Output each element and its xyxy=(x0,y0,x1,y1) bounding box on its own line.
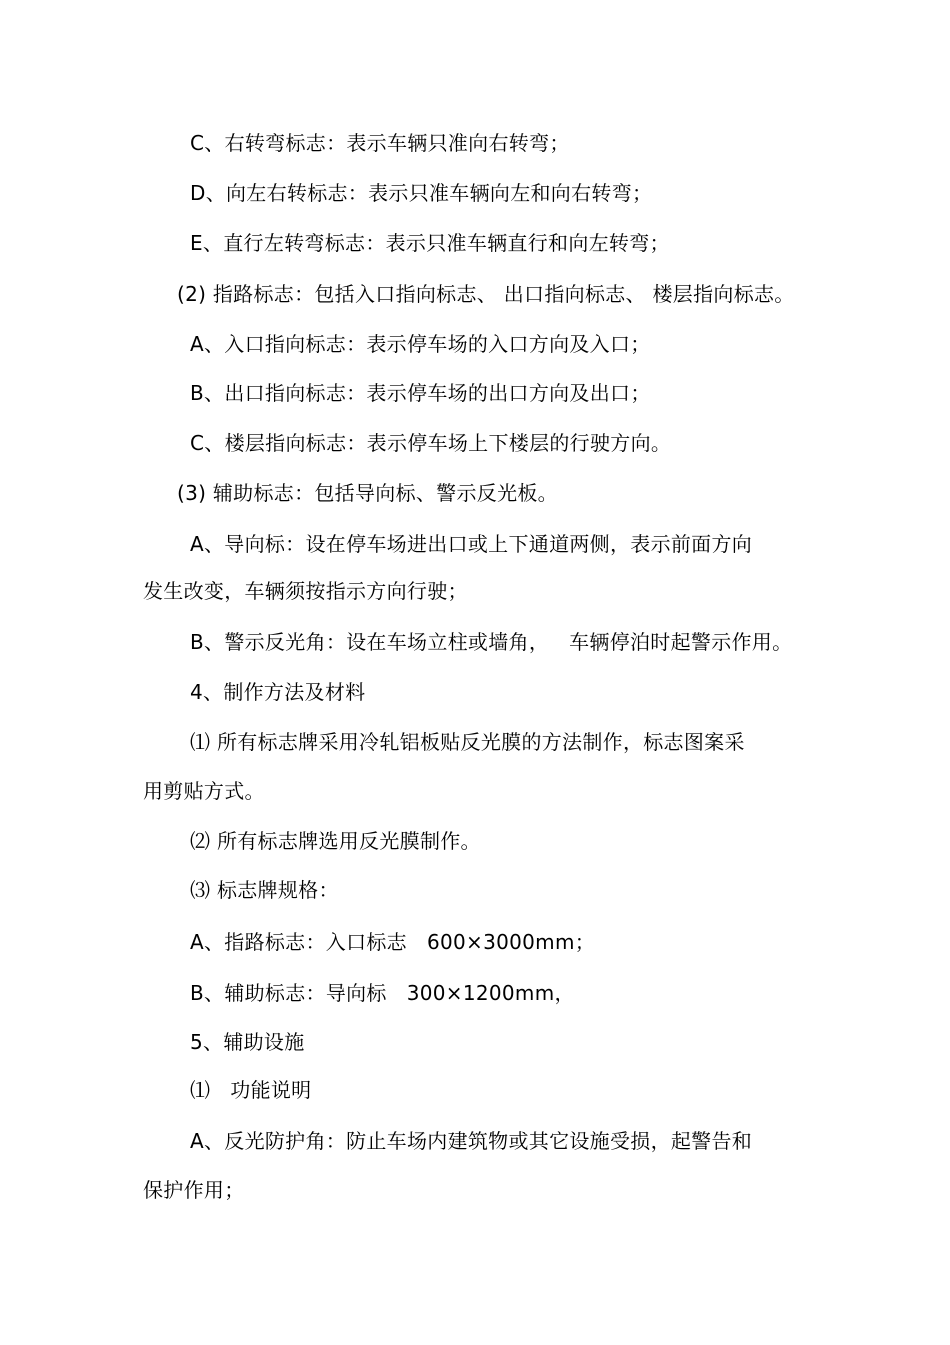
text-line: ⑶ 标志牌规格： xyxy=(190,878,339,902)
text-line: ⑴ 所有标志牌采用冷轧铝板贴反光膜的方法制作，标志图案采 xyxy=(190,730,745,754)
text-line: A、指路标志：入口标志 600×3000mm； xyxy=(190,930,596,954)
text-line: D、向左右转标志：表示只准车辆向左和向右转弯； xyxy=(190,181,653,205)
text-line: ⑵ 所有标志牌选用反光膜制作。 xyxy=(190,829,481,853)
text-line: 发生改变，车辆须按指示方向行驶； xyxy=(143,579,468,603)
text-line: (2) 指路标志：包括入口指向标志、 出口指向标志、 楼层指向标志。 xyxy=(177,282,795,306)
text-line: A、导向标：设在停车场进出口或上下通道两侧，表示前面方向 xyxy=(190,532,753,556)
text-line: B、辅助标志：导向标 300×1200mm， xyxy=(190,981,575,1005)
text-line: A、入口指向标志：表示停车场的入口方向及入口； xyxy=(190,332,651,356)
text-line: 保护作用； xyxy=(143,1178,245,1202)
text-line: (3) 辅助标志：包括导向标、警示反光板。 xyxy=(177,481,558,505)
text-line: 5、辅助设施 xyxy=(190,1030,305,1054)
text-line: 4、制作方法及材料 xyxy=(190,680,366,704)
text-line: A、反光防护角：防止车场内建筑物或其它设施受损，起警告和 xyxy=(190,1129,753,1153)
text-line: ⑴ 功能说明 xyxy=(190,1078,312,1102)
text-line: B、警示反光角：设在车场立柱或墙角， 车辆停泊时起警示作用。 xyxy=(190,630,793,654)
text-line: E、直行左转弯标志：表示只准车辆直行和向左转弯； xyxy=(190,231,670,255)
text-line: B、出口指向标志：表示停车场的出口方向及出口； xyxy=(190,381,651,405)
text-line: 用剪贴方式。 xyxy=(143,779,265,803)
text-line: C、楼层指向标志：表示停车场上下楼层的行驶方向。 xyxy=(190,431,672,455)
text-line: C、右转弯标志：表示车辆只准向右转弯； xyxy=(190,131,570,155)
